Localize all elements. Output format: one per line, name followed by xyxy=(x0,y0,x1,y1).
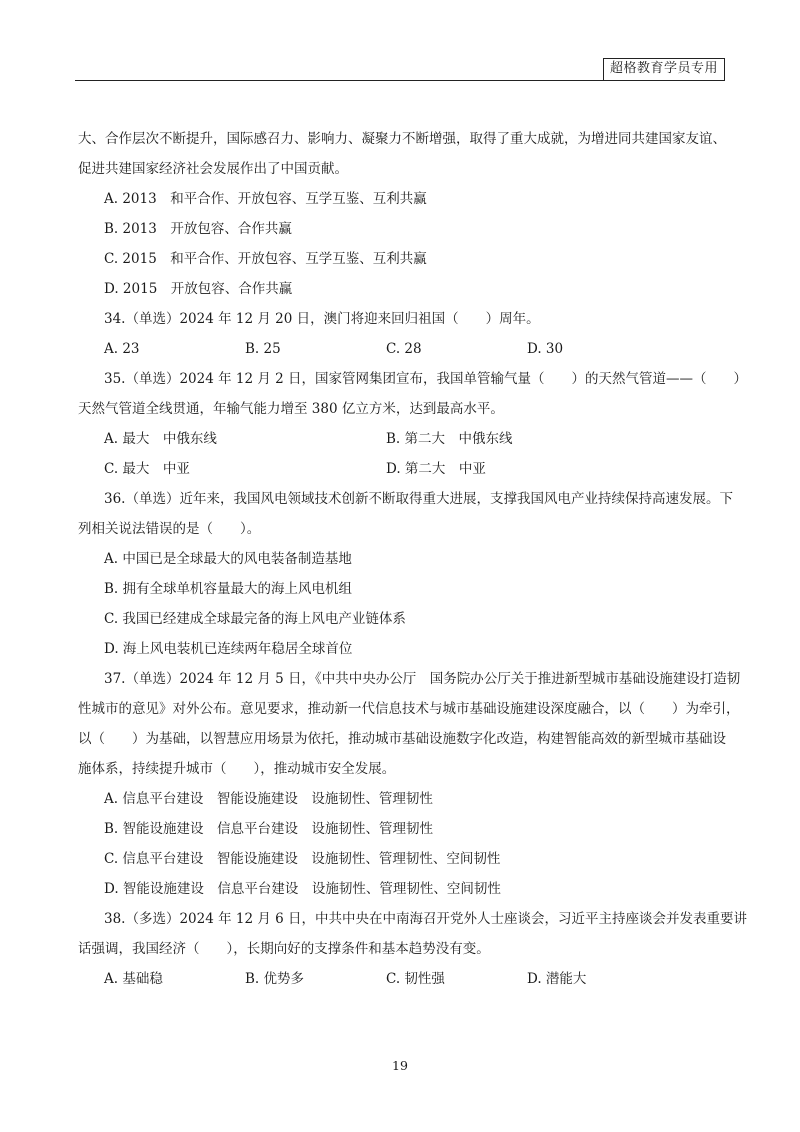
q35-option-b: B. 第二大 中俄东线 xyxy=(386,431,513,447)
q36-option-c: C. 我国已经建成全球最完备的海上风电产业链体系 xyxy=(104,611,406,627)
q35-options-row-2 xyxy=(78,454,730,484)
intro-option-c: C. 2015 和平合作、开放包容、互学互鉴、互利共赢 xyxy=(104,251,427,267)
q35-option-d: D. 第二大 中亚 xyxy=(386,461,486,477)
q38-option-b: B. 优势多 xyxy=(245,971,305,987)
q36-stem-line-1: 36.（单选）近年来，我国风电领域技术创新不断取得重大进展，支撑我国风电产业持续保持高速发展。下 xyxy=(104,491,733,507)
q36-option-d: D. 海上风电装机已连续两年稳居全球首位 xyxy=(104,641,353,657)
q35-options-row-1 xyxy=(78,424,730,454)
intro-option-d: D. 2015 开放包容、合作共赢 xyxy=(104,281,293,297)
q34-option-b: B. 25 xyxy=(245,341,281,357)
q37-stem-line-1: 37.（单选）2024 年 12 月 5 日，《中共中央办公厅 国务院办公厅关于推进新型城市基础设施建设打造韧 xyxy=(104,671,741,687)
q36-stem-line-2: 列相关说法错误的是（ ）。 xyxy=(78,521,261,537)
q34-option-a: A. 23 xyxy=(104,341,140,357)
q35-stem-line-2: 天然气管道全线贯通，年输气能力增至 380 亿立方米，达到最高水平。 xyxy=(78,401,504,417)
intro-line-2: 促进共建国家经济社会发展作出了中国贡献。 xyxy=(78,161,348,177)
q38-stem-line-1: 38.（多选）2024 年 12 月 6 日，中共中央在中南海召开党外人士座谈会，习近平主持座谈会并发表重要讲 xyxy=(104,911,748,927)
q36-option-a: A. 中国已是全球最大的风电装备制造基地 xyxy=(104,551,352,567)
q37-option-c: C. 信息平台建设 智能设施建设 设施韧性、管理韧性、空间韧性 xyxy=(104,851,501,867)
q38-option-d: D. 潜能大 xyxy=(527,971,587,987)
q34-option-c: C. 28 xyxy=(386,341,422,357)
q37-option-b: B. 智能设施建设 信息平台建设 设施韧性、管理韧性 xyxy=(104,821,434,837)
header-tag: 超格教育学员专用 xyxy=(603,58,725,81)
q38-options xyxy=(78,964,730,994)
q34-options xyxy=(78,334,730,364)
q37-stem-line-2: 性城市的意见》对外公布。意见要求，推动新一代信息技术与城市基础设施建设深度融合，以（ ）为牵引， xyxy=(78,701,740,717)
q37-stem-line-3: 以（ ）为基础，以智慧应用场景为依托，推动城市基础设施数字化改造，构建智能高效的新型城市基础设 xyxy=(78,731,726,747)
q35-option-a: A. 最大 中俄东线 xyxy=(104,431,217,447)
intro-option-b: B. 2013 开放包容、合作共赢 xyxy=(104,221,292,237)
q34-stem: 34.（单选）2024 年 12 月 20 日，澳门将迎来回归祖国（ ）周年。 xyxy=(104,311,540,327)
q38-stem-line-2: 话强调，我国经济（ ），长期向好的支撑条件和基本趋势没有变。 xyxy=(78,941,490,957)
intro-line-1: 大、合作层次不断提升，国际感召力、影响力、凝聚力不断增强，取得了重大成就，为增进同共建国家友谊、 xyxy=(78,131,726,147)
q35-stem-line-1: 35.（单选）2024 年 12 月 2 日，国家管网集团宣布，我国单管输气量（ ）的天然气管道——（ ） xyxy=(104,371,748,387)
q36-option-b: B. 拥有全球单机容量最大的海上风电机组 xyxy=(104,581,353,597)
q35-option-c: C. 最大 中亚 xyxy=(104,461,190,477)
q38-option-a: A. 基础稳 xyxy=(104,971,163,987)
q37-option-a: A. 信息平台建设 智能设施建设 设施韧性、管理韧性 xyxy=(104,791,433,807)
intro-option-a: A. 2013 和平合作、开放包容、互学互鉴、互利共赢 xyxy=(104,191,427,207)
q34-option-d: D. 30 xyxy=(527,341,564,357)
q37-option-d: D. 智能设施建设 信息平台建设 设施韧性、管理韧性、空间韧性 xyxy=(104,881,501,897)
header-rule xyxy=(75,80,725,81)
q37-stem-line-4: 施体系，持续提升城市（ ），推动城市安全发展。 xyxy=(78,761,396,777)
page-content xyxy=(78,124,748,994)
page-number: 19 xyxy=(392,1058,408,1073)
q38-option-c: C. 韧性强 xyxy=(386,971,445,987)
